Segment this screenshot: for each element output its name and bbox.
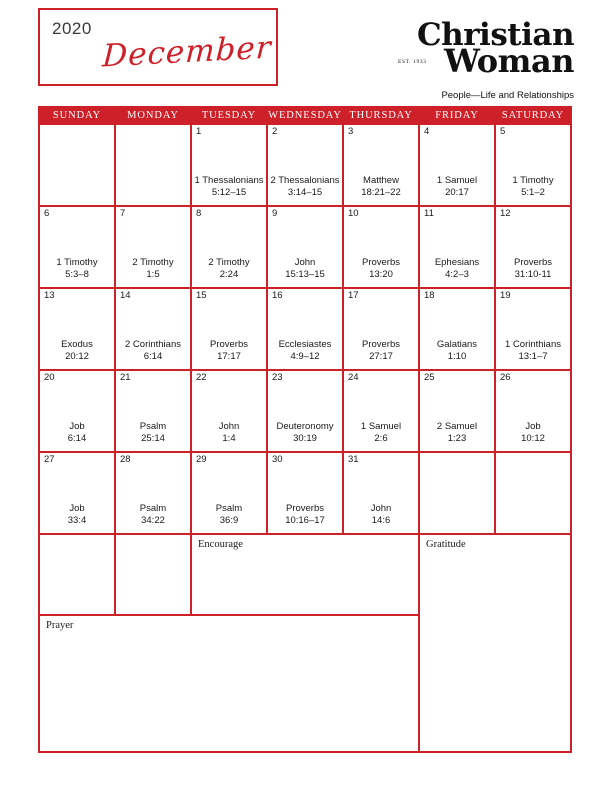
day-number: 25 xyxy=(424,372,435,383)
day-number: 20 xyxy=(44,372,55,383)
verse-reference xyxy=(498,257,568,281)
day-number: 29 xyxy=(196,454,207,465)
day-number: 2 xyxy=(272,126,278,137)
day-cell[interactable] xyxy=(115,452,191,534)
day-cell[interactable] xyxy=(267,370,343,452)
calendar-week-row xyxy=(39,206,571,288)
calendar-week-row xyxy=(39,288,571,370)
year-label: 2020 xyxy=(52,19,92,38)
day-cell[interactable] xyxy=(267,206,343,288)
encourage-label: Encourage xyxy=(198,539,243,550)
month-title-box xyxy=(38,8,278,86)
weekday-header-saturday: SATURDAY xyxy=(495,107,571,124)
brand-logo xyxy=(384,17,574,81)
verse-reference xyxy=(194,503,264,527)
verse-chapter: 20:17 xyxy=(445,187,469,198)
day-number: 31 xyxy=(348,454,359,465)
verse-chapter: 14:6 xyxy=(371,515,391,526)
day-cell[interactable] xyxy=(115,124,191,206)
day-number: 16 xyxy=(272,290,283,301)
day-number: 30 xyxy=(272,454,283,465)
verse-book: Psalm xyxy=(139,503,167,514)
day-number: 9 xyxy=(272,208,278,219)
weekday-header-tuesday: TUESDAY xyxy=(191,107,267,124)
verse-chapter: 5:12–15 xyxy=(211,187,247,198)
verse-reference xyxy=(118,257,188,281)
verse-reference xyxy=(194,257,264,281)
verse-chapter: 20:12 xyxy=(65,351,89,362)
verse-reference xyxy=(270,175,340,199)
verse-reference xyxy=(498,339,568,363)
verse-book: Galatians xyxy=(436,339,478,350)
verse-reference xyxy=(194,421,264,445)
verse-book: Proverbs xyxy=(361,339,400,350)
verse-reference xyxy=(498,421,568,445)
verse-chapter: 3:14–15 xyxy=(287,187,323,198)
calendar-body xyxy=(39,124,571,752)
day-number: 5 xyxy=(500,126,506,137)
verse-reference xyxy=(118,339,188,363)
verse-reference xyxy=(270,339,340,363)
verse-chapter: 25:14 xyxy=(141,433,165,444)
gratitude-label: Gratitude xyxy=(426,539,466,550)
weekday-header-friday: FRIDAY xyxy=(419,107,495,124)
day-number: 21 xyxy=(120,372,131,383)
verse-book: Psalm xyxy=(139,421,167,432)
verse-reference xyxy=(346,257,416,281)
day-cell[interactable] xyxy=(495,288,571,370)
day-cell[interactable] xyxy=(495,370,571,452)
prayer-box[interactable] xyxy=(39,615,419,752)
verse-book: Psalm xyxy=(215,503,243,514)
verse-book: Matthew xyxy=(363,175,399,186)
verse-chapter: 30:19 xyxy=(293,433,317,444)
verse-book: Ecclesiastes xyxy=(278,339,332,350)
verse-book: 2 Timothy xyxy=(208,257,250,268)
verse-book: 2 Corinthians xyxy=(125,339,181,350)
day-number: 14 xyxy=(120,290,131,301)
verse-chapter: 1:4 xyxy=(222,433,236,444)
day-cell[interactable] xyxy=(191,288,267,370)
verse-book: John xyxy=(294,257,316,268)
day-number: 28 xyxy=(120,454,131,465)
verse-book: John xyxy=(370,503,392,514)
day-number: 7 xyxy=(120,208,126,219)
brand-tagline: People—Life and Relationships xyxy=(441,90,574,102)
encourage-box[interactable] xyxy=(191,534,419,615)
calendar-week-row xyxy=(39,452,571,534)
day-number: 12 xyxy=(500,208,511,219)
day-number: 10 xyxy=(348,208,359,219)
verse-chapter: 1:5 xyxy=(146,269,160,280)
verse-chapter: 34:22 xyxy=(141,515,165,526)
verse-reference xyxy=(194,175,264,199)
verse-reference xyxy=(346,175,416,199)
verse-chapter: 2:6 xyxy=(374,433,388,444)
verse-chapter: 6:14 xyxy=(67,433,87,444)
weekday-header-thursday: THURSDAY xyxy=(343,107,419,124)
verse-book: 1 Samuel xyxy=(436,175,478,186)
verse-book: Deuteronomy xyxy=(276,421,334,432)
day-number: 27 xyxy=(44,454,55,465)
brand-logo-block xyxy=(384,17,574,102)
weekday-header-wednesday: WEDNESDAY xyxy=(267,107,343,124)
day-cell[interactable] xyxy=(115,206,191,288)
day-number: 22 xyxy=(196,372,207,383)
verse-chapter: 2:24 xyxy=(219,269,239,280)
day-cell[interactable] xyxy=(39,370,115,452)
verse-book: Proverbs xyxy=(513,257,552,268)
day-cell[interactable] xyxy=(115,370,191,452)
verse-reference xyxy=(422,339,492,363)
brand-line-woman: Woman xyxy=(443,42,574,81)
day-cell[interactable] xyxy=(419,370,495,452)
verse-chapter: 5:3–8 xyxy=(65,269,89,280)
day-number: 24 xyxy=(348,372,359,383)
prayer-label: Prayer xyxy=(46,619,74,631)
calendar-grid xyxy=(38,106,572,753)
verse-book: 2 Samuel xyxy=(436,421,478,432)
blank-note-cell[interactable] xyxy=(39,534,115,615)
day-cell[interactable] xyxy=(267,124,343,206)
day-number: 15 xyxy=(196,290,207,301)
day-cell[interactable] xyxy=(495,206,571,288)
verse-book: 2 Thessalonians xyxy=(270,175,340,186)
verse-chapter: 10:12 xyxy=(521,433,545,444)
verse-reference xyxy=(118,503,188,527)
verse-reference xyxy=(346,421,416,445)
day-cell[interactable] xyxy=(39,206,115,288)
day-cell[interactable] xyxy=(39,452,115,534)
day-cell[interactable] xyxy=(191,452,267,534)
verse-reference xyxy=(498,175,568,199)
day-number: 13 xyxy=(44,290,55,301)
verse-book: Proverbs xyxy=(285,503,324,514)
blank-note-cell[interactable] xyxy=(115,534,191,615)
brand-line-christian: Christian xyxy=(417,17,574,53)
day-cell[interactable] xyxy=(419,288,495,370)
day-cell[interactable] xyxy=(343,124,419,206)
verse-chapter: 4:9–12 xyxy=(290,351,320,362)
verse-reference xyxy=(422,175,492,199)
verse-chapter: 36:9 xyxy=(219,515,239,526)
day-number: 19 xyxy=(500,290,511,301)
day-number: 3 xyxy=(348,126,354,137)
verse-book: Proverbs xyxy=(209,339,248,350)
verse-book: John xyxy=(218,421,240,432)
day-number: 4 xyxy=(424,126,430,137)
day-cell[interactable] xyxy=(419,124,495,206)
day-cell[interactable] xyxy=(495,124,571,206)
day-number: 23 xyxy=(272,372,283,383)
verse-reference xyxy=(270,503,340,527)
day-number: 6 xyxy=(44,208,50,219)
verse-book: 1 Thessalonians xyxy=(194,175,264,186)
verse-chapter: 15:13–15 xyxy=(285,269,325,280)
verse-chapter: 27:17 xyxy=(369,351,393,362)
verse-book: Job xyxy=(69,421,85,432)
day-cell[interactable] xyxy=(419,206,495,288)
verse-chapter: 13:20 xyxy=(369,269,393,280)
verse-reference xyxy=(422,421,492,445)
day-cell[interactable] xyxy=(115,288,191,370)
weekday-header-monday: MONDAY xyxy=(115,107,191,124)
day-cell[interactable] xyxy=(343,370,419,452)
verse-book: 1 Timothy xyxy=(56,257,98,268)
day-cell[interactable] xyxy=(267,288,343,370)
day-cell[interactable] xyxy=(267,452,343,534)
verse-reference xyxy=(194,339,264,363)
verse-chapter: 1:23 xyxy=(447,433,467,444)
notes-row xyxy=(39,534,571,615)
day-cell[interactable] xyxy=(343,452,419,534)
verse-book: 2 Timothy xyxy=(132,257,174,268)
verse-chapter: 10:16–17 xyxy=(285,515,325,526)
calendar-week-row xyxy=(39,124,571,206)
verse-reference xyxy=(346,339,416,363)
verse-book: Ephesians xyxy=(434,257,480,268)
verse-chapter: 1:10 xyxy=(447,351,467,362)
day-cell[interactable] xyxy=(39,124,115,206)
verse-chapter: 33:4 xyxy=(67,515,87,526)
verse-book: Exodus xyxy=(61,339,93,350)
verse-chapter: 4:2–3 xyxy=(445,269,469,280)
verse-reference xyxy=(422,257,492,281)
verse-reference xyxy=(270,257,340,281)
verse-chapter: 18:21–22 xyxy=(361,187,401,198)
day-cell[interactable] xyxy=(343,206,419,288)
day-number: 1 xyxy=(196,126,202,137)
day-cell[interactable] xyxy=(191,370,267,452)
verse-chapter: 13:1–7 xyxy=(518,351,548,362)
verse-reference xyxy=(42,339,112,363)
verse-chapter: 6:14 xyxy=(143,351,163,362)
day-number: 8 xyxy=(196,208,202,219)
verse-reference xyxy=(118,421,188,445)
day-number: 17 xyxy=(348,290,359,301)
verse-reference xyxy=(270,421,340,445)
verse-book: Proverbs xyxy=(361,257,400,268)
day-number: 18 xyxy=(424,290,435,301)
day-cell[interactable] xyxy=(495,452,571,534)
verse-chapter: 17:17 xyxy=(217,351,241,362)
verse-book: Job xyxy=(525,421,541,432)
verse-book: 1 Samuel xyxy=(360,421,402,432)
verse-reference xyxy=(346,503,416,527)
month-label: December xyxy=(101,29,273,75)
day-cell[interactable] xyxy=(419,452,495,534)
page-header xyxy=(0,0,610,104)
day-number: 26 xyxy=(500,372,511,383)
day-cell[interactable] xyxy=(39,288,115,370)
verse-book: Job xyxy=(69,503,85,514)
day-cell[interactable] xyxy=(343,288,419,370)
day-number: 11 xyxy=(424,208,434,219)
day-cell[interactable] xyxy=(191,124,267,206)
calendar-week-row xyxy=(39,370,571,452)
verse-reference xyxy=(42,421,112,445)
day-cell[interactable] xyxy=(191,206,267,288)
gratitude-box[interactable] xyxy=(419,534,571,752)
verse-chapter: 5:1–2 xyxy=(521,187,545,198)
verse-book: 1 Corinthians xyxy=(505,339,561,350)
brand-line-woman-wrap xyxy=(384,42,574,81)
verse-book: 1 Timothy xyxy=(512,175,554,186)
verse-reference xyxy=(42,503,112,527)
weekday-header-sunday: SUNDAY xyxy=(39,107,115,124)
weekday-header-row xyxy=(39,107,571,124)
verse-reference xyxy=(42,257,112,281)
brand-established-icon: EST. 1933 xyxy=(398,59,427,66)
verse-chapter: 31:10-11 xyxy=(514,269,552,280)
